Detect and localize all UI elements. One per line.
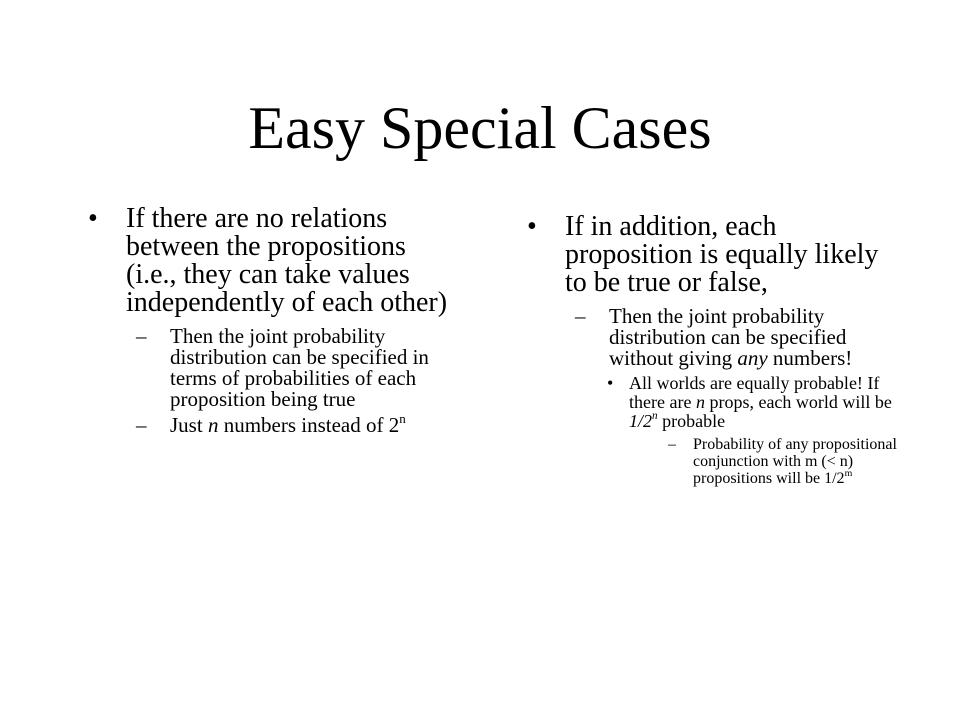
left-sub-item-2-mid: numbers instead of 2 [218,413,400,437]
left-sub-item-2-sup: n [399,410,406,426]
left-bullet-text: If there are no relations between the propositions (i.e., they can take values independently of each other) [126,203,448,318]
right-sub-sub-item-var: n [695,392,705,412]
right-bullet-text: If in addition, each proposition is equally likely to be true or false, [565,211,879,298]
right-sub-item-1 [527,306,897,369]
dash-icon: – [668,436,676,453]
right-sub-sub-item-pre: All worlds are equally probable! If there are [629,373,880,412]
right-deep-item-pre: Probability of any propositional conjunction with m (< n) propositions will be 1/2 [693,436,897,487]
dash-icon: – [136,413,147,437]
right-sub-item-1-post: numbers! [767,346,853,370]
slide-title: Easy Special Cases [248,95,712,161]
right-sub-sub-item [527,374,897,431]
right-sub-sub-item-frac-sup: n [652,410,658,423]
left-bullet-item [88,205,458,317]
bullet-icon: • [527,211,537,242]
left-sub-item-2-pre: Just [170,413,208,437]
left-sub-item-1 [88,326,458,410]
left-sub-item-2 [88,410,458,437]
right-deep-item [527,436,897,487]
right-sub-sub-item-frac: 1/2 [629,411,653,431]
bullet-icon: • [607,373,614,393]
right-sub-item-1-emph: any [737,346,768,370]
left-sub-item-2-var: n [207,413,219,437]
right-sub-sub-item-post: probable [657,411,726,431]
bullet-icon: • [88,203,98,234]
right-sub-item-1-pre: Then the joint probability distribution can be specified without giving [609,304,847,370]
right-bullet-item [527,213,897,297]
left-column [88,205,458,441]
right-deep-item-sup: m [844,468,853,480]
right-sub-sub-item-mid: props, each world will be [704,392,892,412]
right-column [527,213,897,487]
dash-icon: – [575,304,586,328]
left-sub-item-1-text: Then the joint probability distribution can be specified in terms of probabilities of each proposition being true [170,324,429,411]
dash-icon: – [136,324,147,348]
